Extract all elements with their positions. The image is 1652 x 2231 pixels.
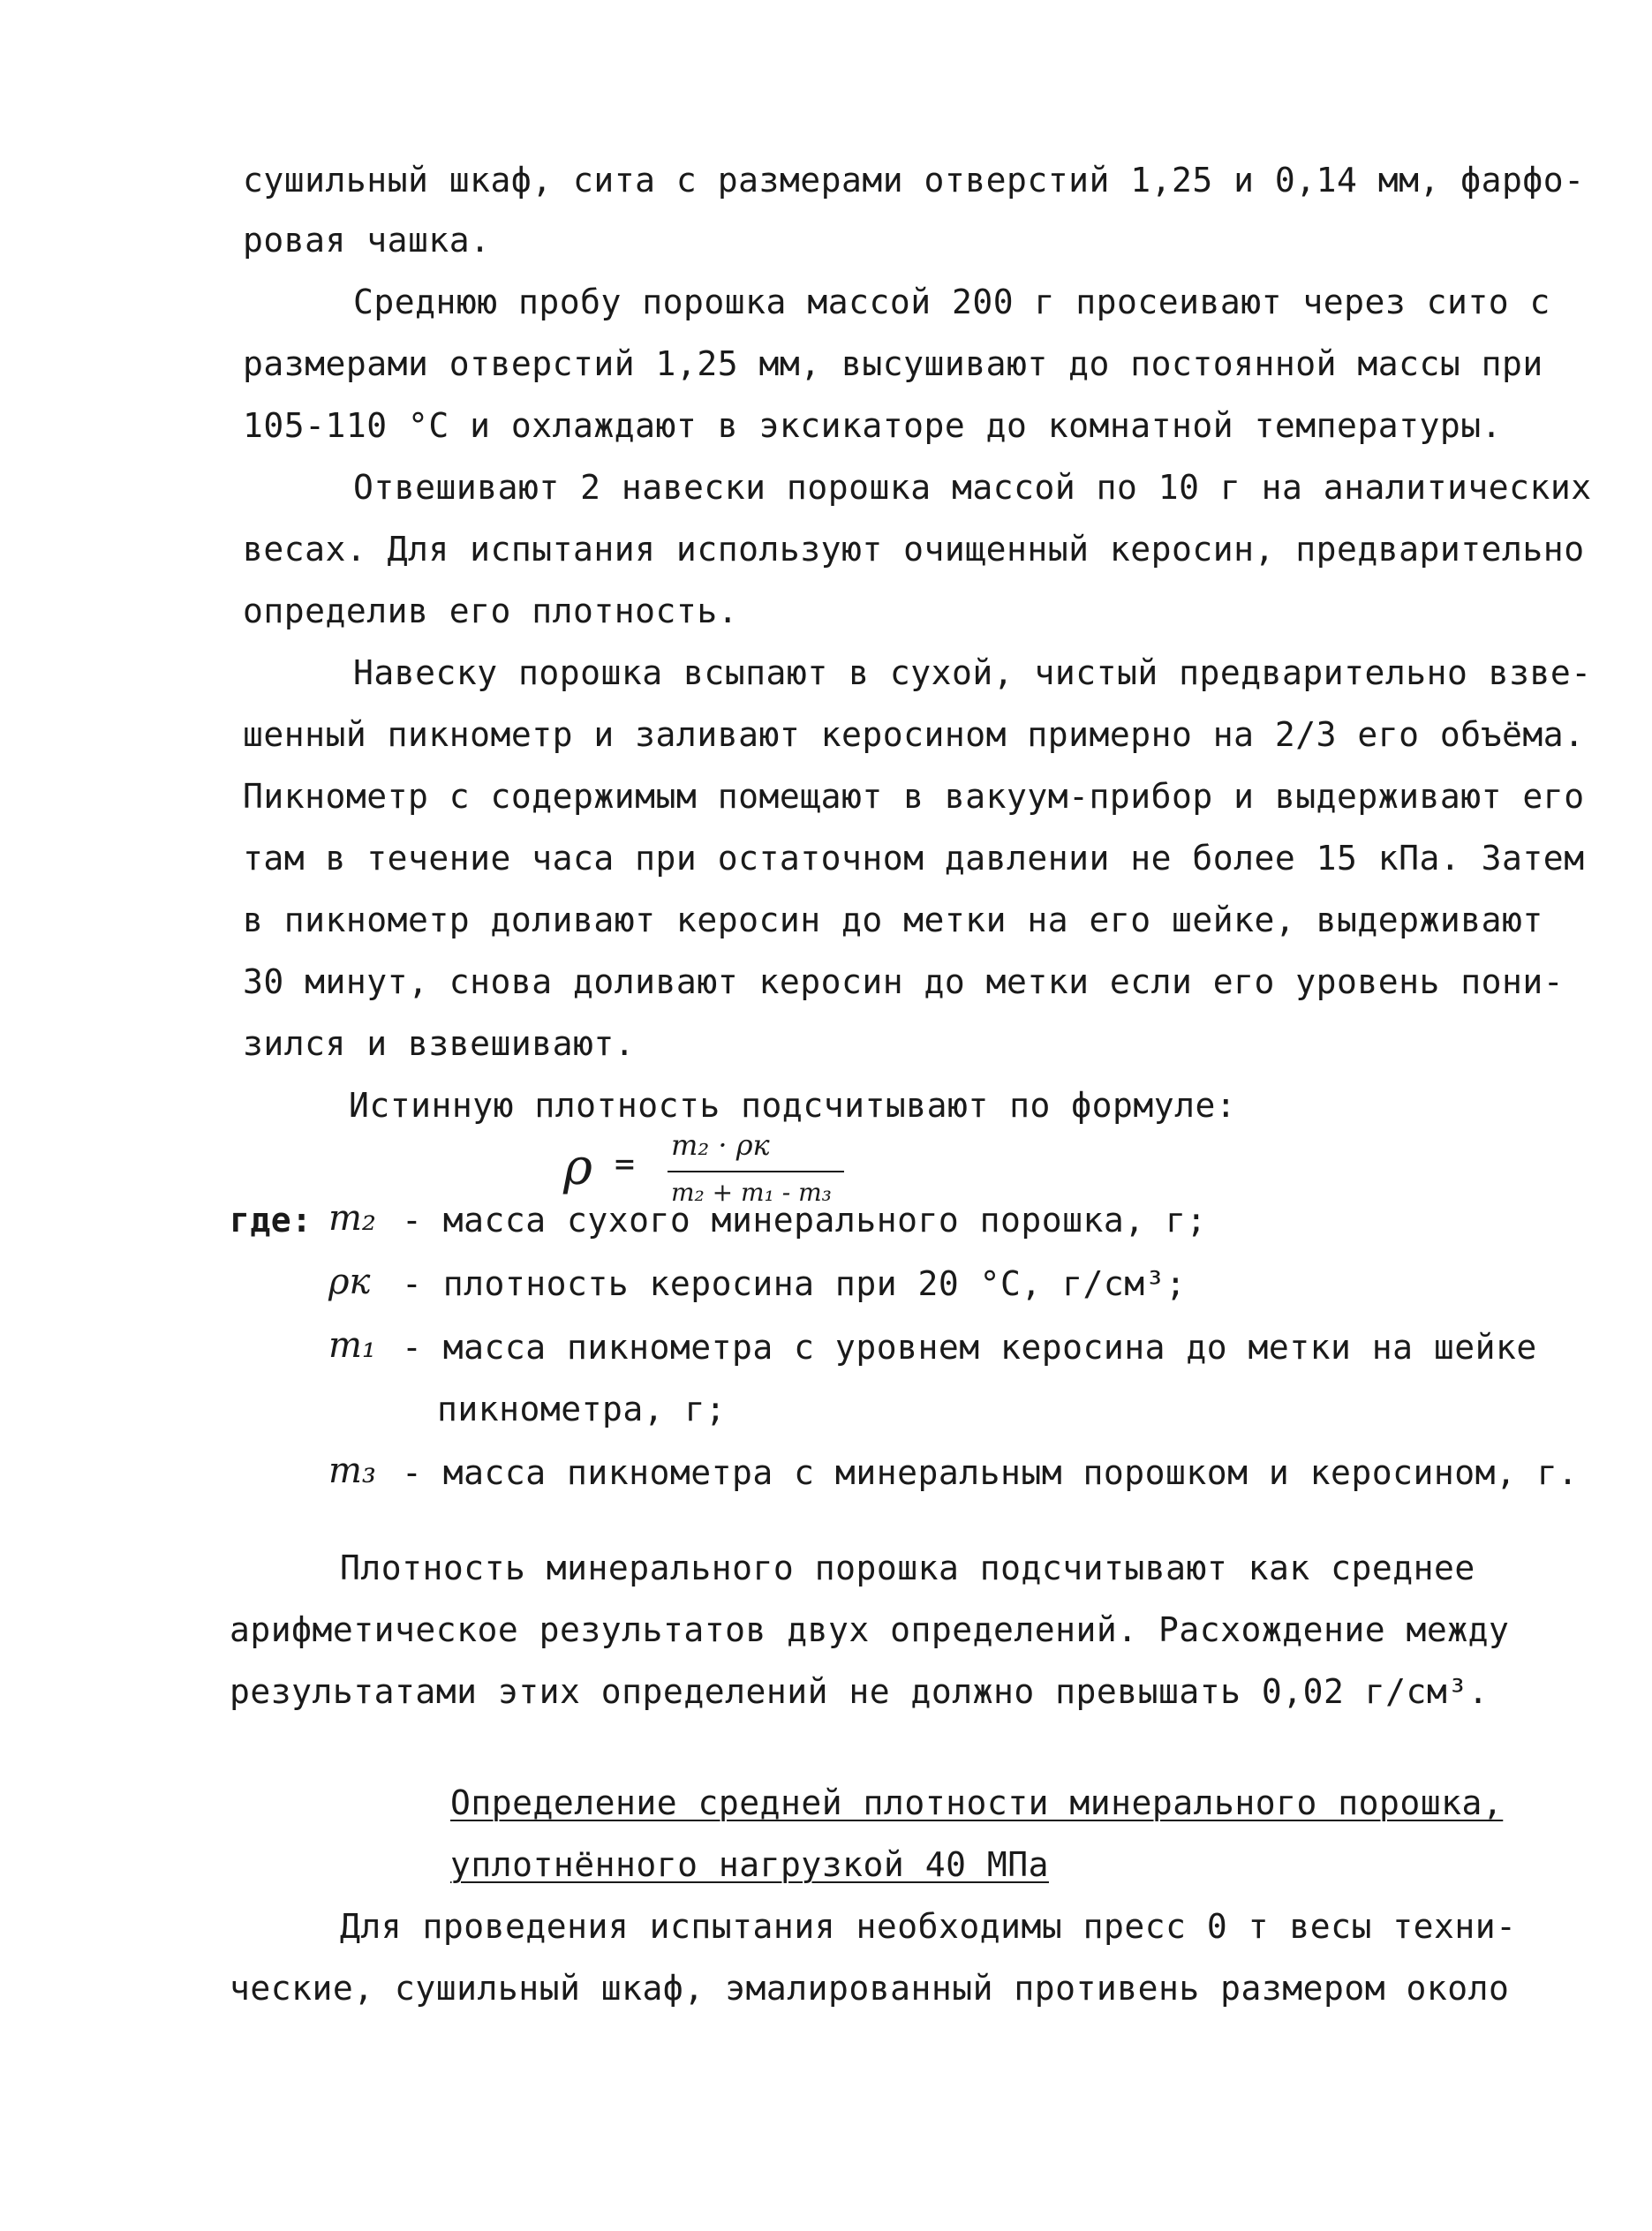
text-line: сушильный шкаф, сита с размерами отверстий 1,25 и 0,14 мм, фарфо- [243, 161, 1585, 200]
text-line: 105-110 °С и охлаждают в эксикаторе до комнатной температуры. [243, 406, 1503, 445]
symbol-m2: m₂ [328, 1198, 376, 1239]
text-line: 30 минут, снова доливают керосин до метки если его уровень пони- [243, 962, 1565, 1001]
text-line: ровая чашка. [243, 221, 491, 260]
symbol-rho-k: ρк [328, 1262, 371, 1302]
text-line: Отвешивают 2 навески порошка массой по 10 г на аналитических [353, 468, 1592, 507]
text-line: арифметическое результатов двух определений. Расхождение между [230, 1610, 1510, 1649]
text-line: Для проведения испытания необходимы пресс 0 т весы техни- [340, 1907, 1517, 1946]
text-line: Среднюю пробу порошка массой 200 г просеивают через сито с [353, 283, 1550, 321]
text-line: размерами отверстий 1,25 мм, высушивают до постоянной массы при [243, 344, 1543, 383]
legend-item: - масса сухого минерального порошка, г; [402, 1201, 1207, 1240]
text-line: определив его плотность. [243, 592, 739, 630]
legend-item: - масса пикнометра с минеральным порошком и керосином, г. [402, 1453, 1579, 1492]
text-line: Пикнометр с содержимым помещают в вакуум-прибор и выдерживают его [243, 777, 1585, 816]
text-line: весах. Для испытания используют очищенный керосин, предварительно [243, 530, 1585, 569]
symbol-m3: m₃ [328, 1451, 376, 1491]
text-line: Навеску порошка всыпают в сухой, чистый предварительно взве- [353, 653, 1592, 692]
legend-item: пикнометра, г; [437, 1390, 727, 1428]
text-line: в пикнометр доливают керосин до метки на его шейке, выдерживают [243, 901, 1543, 939]
legend-item: - масса пикнометра с уровнем керосина до метки на шейке [402, 1328, 1537, 1367]
text-line: Плотность минерального порошка подсчитывают как среднее [340, 1549, 1475, 1587]
text-line: шенный пикнометр и заливают керосином примерно на 2/3 его объёма. [243, 715, 1585, 754]
symbol-m1: m₁ [328, 1325, 376, 1366]
formula-numerator: m₂ · ρк [671, 1128, 770, 1162]
formula-denominator: m₂ + m₁ - m₃ [671, 1178, 832, 1207]
text-line: зился и взвешивают. [243, 1024, 636, 1063]
section-heading: уплотнённого нагрузкой 40 МПа [450, 1845, 1049, 1884]
text-line: результатами этих определений не должно превышать 0,02 г/см³. [230, 1672, 1490, 1711]
where-label: где: [230, 1201, 313, 1240]
legend-item: - плотность керосина при 20 °С, г/см³; [402, 1264, 1187, 1303]
text-line: там в течение часа при остаточном давлении не более 15 кПа. Затем [243, 839, 1585, 878]
fraction-bar [668, 1171, 844, 1172]
formula-lhs: ρ [563, 1139, 592, 1196]
formula-equals: = [615, 1144, 635, 1183]
text-line: ческие, сушильный шкаф, эмалированный противень размером около [230, 1969, 1510, 2008]
text-line: Истинную плотность подсчитывают по формуле: [349, 1086, 1237, 1125]
section-heading: Определение средней плотности минерального порошка, [450, 1783, 1504, 1822]
